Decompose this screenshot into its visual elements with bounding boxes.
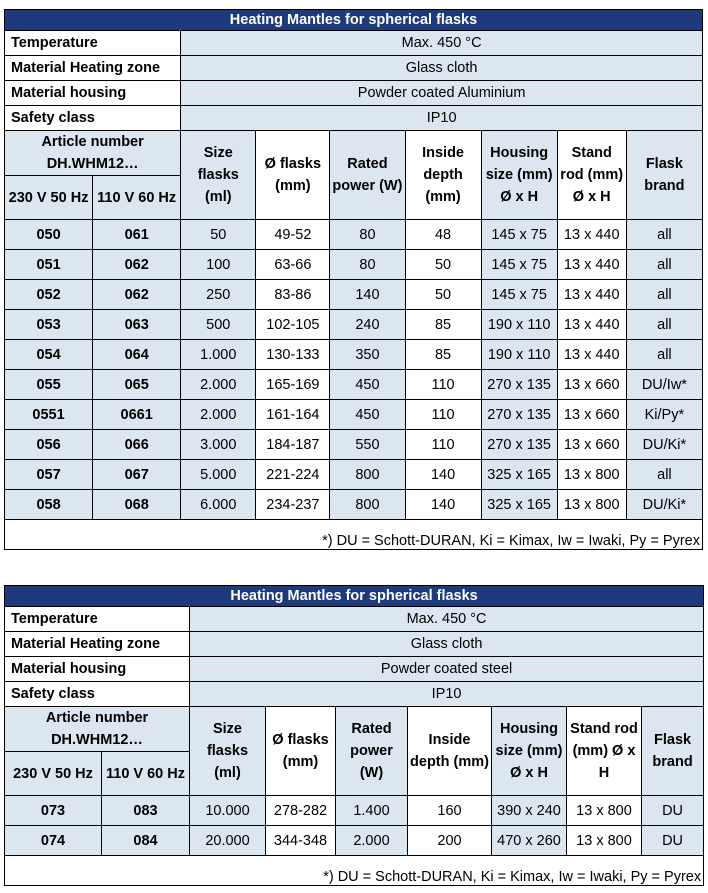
data-cell: 50 [405,280,481,310]
data-cell: 350 [330,340,405,370]
property-value: IP10 [190,682,704,707]
data-cell: 13 x 660 [557,430,626,460]
data-cell: 20.000 [190,826,266,856]
data-cell: 145 x 75 [481,280,557,310]
data-cell: 221-224 [256,460,330,490]
data-cell: all [626,310,702,340]
header-diameter: Ø flasks (mm) [256,131,330,220]
table-title: Heating Mantles for spherical flasks [5,10,703,31]
data-cell: 83-86 [256,280,330,310]
data-cell: 325 x 165 [481,460,557,490]
data-cell: 344-348 [266,826,336,856]
data-cell: 49-52 [256,220,330,250]
data-cell: 13 x 800 [567,796,642,826]
data-cell: 190 x 110 [481,340,557,370]
article-cell: 054 [5,340,93,370]
data-cell: 270 x 135 [481,400,557,430]
data-cell: 270 x 135 [481,370,557,400]
article-cell: 055 [5,370,93,400]
property-row [5,682,704,707]
article-cell: 061 [93,220,181,250]
data-cell: 3.000 [181,430,256,460]
heating-mantle-table-2 [4,585,704,886]
data-cell: 160 [408,796,492,826]
header-housing: Housing size (mm) Ø x H [492,707,567,796]
data-cell: 800 [330,490,405,520]
data-cell: DU/Iw* [626,370,702,400]
data-cell: 250 [181,280,256,310]
data-cell: 130-133 [256,340,330,370]
property-value: Max. 450 °C [190,607,704,632]
article-cell: 062 [93,250,181,280]
article-cell: 050 [5,220,93,250]
article-cell: 0661 [93,400,181,430]
table-row [5,796,704,826]
property-value: Powder coated steel [190,657,704,682]
data-cell: 2.000 [181,370,256,400]
property-label: Material Heating zone [5,632,190,657]
data-cell: 63-66 [256,250,330,280]
article-cell: 0551 [5,400,93,430]
data-cell: 85 [405,310,481,340]
data-cell: 800 [330,460,405,490]
header-110v: 110 V 60 Hz [102,752,190,796]
table-row [5,310,703,340]
property-value: Glass cloth [190,632,704,657]
data-cell: 325 x 165 [481,490,557,520]
data-cell: 140 [330,280,405,310]
table-row [5,250,703,280]
data-cell: 80 [330,250,405,280]
table-row [5,370,703,400]
table-row [5,280,703,310]
data-cell: 13 x 440 [557,280,626,310]
article-cell: 084 [102,826,190,856]
data-cell: 550 [330,430,405,460]
property-label: Material housing [5,657,190,682]
data-cell: 50 [405,250,481,280]
property-row [5,81,703,106]
property-value: Powder coated Aluminium [181,81,703,106]
table-row [5,826,704,856]
data-cell: 184-187 [256,430,330,460]
property-value: Glass cloth [181,56,703,81]
data-cell: DU/Ki* [626,490,702,520]
data-cell: 140 [405,490,481,520]
data-cell: 6.000 [181,490,256,520]
data-cell: 140 [405,460,481,490]
property-label: Safety class [5,106,181,131]
data-cell: 13 x 440 [557,220,626,250]
data-cell: 110 [405,400,481,430]
header-size: Size flasks (ml) [181,131,256,220]
data-cell: 1.400 [336,796,408,826]
data-cell: 450 [330,370,405,400]
data-cell: 145 x 75 [481,220,557,250]
property-row [5,56,703,81]
data-cell: DU/Ki* [626,430,702,460]
header-depth: Inside depth (mm) [405,131,481,220]
data-cell: 2.000 [336,826,408,856]
property-label: Material housing [5,81,181,106]
data-cell: 234-237 [256,490,330,520]
data-cell: 1.000 [181,340,256,370]
article-cell: 074 [5,826,102,856]
property-value: Max. 450 °C [181,31,703,56]
data-cell: 161-164 [256,400,330,430]
property-label: Temperature [5,607,190,632]
footnote: *) DU = Schott-DURAN, Ki = Kimax, Iw = Iwaki, Py = Pyrex [5,856,704,886]
data-cell: 470 x 260 [492,826,567,856]
header-housing: Housing size (mm) Ø x H [481,131,557,220]
header-diameter: Ø flasks (mm) [266,707,336,796]
footnote: *) DU = Schott-DURAN, Ki = Kimax, Iw = Iwaki, Py = Pyrex [5,520,703,550]
data-cell: DU [642,796,704,826]
header-230v: 230 V 50 Hz [5,176,93,220]
property-value: IP10 [181,106,703,131]
header-article-number: Article number DH.WHM12… [5,707,190,752]
data-cell: 13 x 440 [557,340,626,370]
article-cell: 067 [93,460,181,490]
data-cell: all [626,340,702,370]
data-cell: 13 x 660 [557,400,626,430]
data-cell: 80 [330,220,405,250]
article-cell: 058 [5,490,93,520]
data-cell: all [626,220,702,250]
property-label: Material Heating zone [5,56,181,81]
data-cell: 278-282 [266,796,336,826]
article-cell: 057 [5,460,93,490]
data-cell: 110 [405,430,481,460]
article-cell: 065 [93,370,181,400]
property-label: Temperature [5,31,181,56]
data-cell: 13 x 660 [557,370,626,400]
data-cell: 240 [330,310,405,340]
data-cell: 500 [181,310,256,340]
header-size: Size flasks (ml) [190,707,266,796]
table-row [5,400,703,430]
table-row [5,340,703,370]
property-row [5,31,703,56]
table-row [5,490,703,520]
data-cell: 5.000 [181,460,256,490]
property-label: Safety class [5,682,190,707]
article-cell: 053 [5,310,93,340]
header-article-number: Article number DH.WHM12… [5,131,181,176]
data-cell: all [626,250,702,280]
data-cell: 10.000 [190,796,266,826]
property-row [5,657,704,682]
header-flask-brand: Flask brand [626,131,702,220]
data-cell: 13 x 800 [557,460,626,490]
article-cell: 052 [5,280,93,310]
table-row [5,220,703,250]
data-cell: 50 [181,220,256,250]
header-230v: 230 V 50 Hz [5,752,102,796]
data-cell: 390 x 240 [492,796,567,826]
article-cell: 062 [93,280,181,310]
data-cell: 145 x 75 [481,250,557,280]
property-row [5,607,704,632]
table-title: Heating Mantles for spherical flasks [5,586,704,607]
article-cell: 056 [5,430,93,460]
table-row [5,460,703,490]
property-row [5,106,703,131]
data-cell: 85 [405,340,481,370]
heating-mantle-table-1 [4,9,703,550]
data-cell: 13 x 440 [557,250,626,280]
data-cell: 2.000 [181,400,256,430]
data-cell: Ki/Py* [626,400,702,430]
article-cell: 051 [5,250,93,280]
data-cell: 13 x 440 [557,310,626,340]
article-cell: 068 [93,490,181,520]
article-cell: 064 [93,340,181,370]
header-power: Rated power (W) [330,131,405,220]
data-cell: DU [642,826,704,856]
data-cell: 13 x 800 [557,490,626,520]
article-cell: 063 [93,310,181,340]
article-cell: 073 [5,796,102,826]
data-cell: 270 x 135 [481,430,557,460]
article-cell: 066 [93,430,181,460]
property-row [5,632,704,657]
data-cell: 110 [405,370,481,400]
header-depth: Inside depth (mm) [408,707,492,796]
header-stand-rod: Stand rod (mm) Ø x H [567,707,642,796]
data-cell: all [626,460,702,490]
article-cell: 083 [102,796,190,826]
data-cell: 190 x 110 [481,310,557,340]
header-110v: 110 V 60 Hz [93,176,181,220]
header-stand-rod: Stand rod (mm) Ø x H [557,131,626,220]
data-cell: 200 [408,826,492,856]
data-cell: 13 x 800 [567,826,642,856]
data-cell: 48 [405,220,481,250]
data-cell: all [626,280,702,310]
data-cell: 102-105 [256,310,330,340]
data-cell: 100 [181,250,256,280]
data-cell: 165-169 [256,370,330,400]
header-power: Rated power (W) [336,707,408,796]
table-row [5,430,703,460]
header-flask-brand: Flask brand [642,707,704,796]
data-cell: 450 [330,400,405,430]
